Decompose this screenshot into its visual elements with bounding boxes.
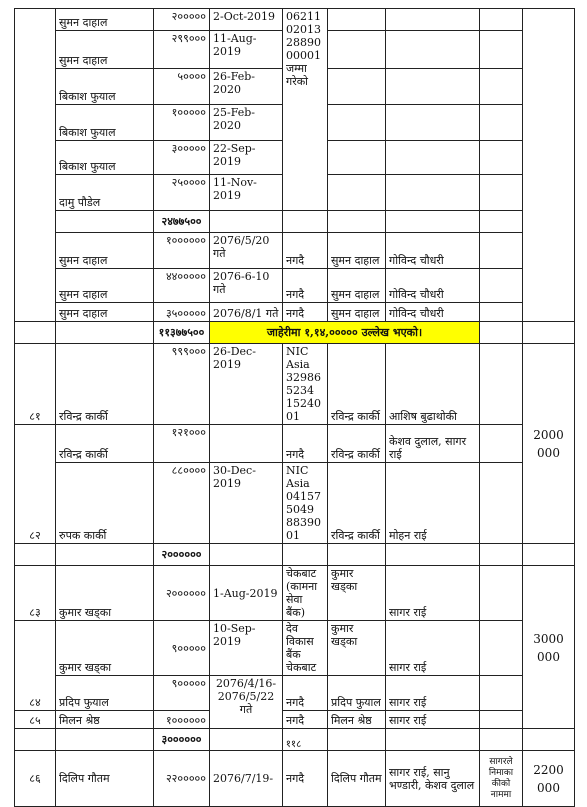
name-cell: सुमन दाहाल bbox=[56, 9, 154, 31]
subtotal-row bbox=[15, 211, 575, 233]
table-row bbox=[15, 425, 575, 463]
amount-cell: ३००००० bbox=[154, 141, 210, 175]
mode-cell: नगदै bbox=[283, 425, 328, 463]
date-cell: 11-Aug-2019 bbox=[210, 31, 283, 69]
serial-cell: ८३ bbox=[15, 566, 56, 621]
name-cell: रविन्द्र कार्की bbox=[56, 344, 154, 425]
amount-cell: १००००० bbox=[154, 105, 210, 141]
amount-cell: १२१००० bbox=[154, 425, 210, 463]
name-cell: दिलिप गौतम bbox=[56, 751, 154, 807]
depositor-cell: मिलन श्रेष्ठ bbox=[328, 711, 386, 729]
mode-cell: नगदै bbox=[283, 269, 328, 303]
account-cell: 06211 02013 28890 00001 जम्मा गरेको bbox=[283, 9, 328, 211]
table-row bbox=[15, 711, 575, 729]
date-cell: 30-Dec-2019 bbox=[210, 463, 283, 544]
subtotal-amount: २०००००० bbox=[154, 544, 210, 566]
group-total: 2000 000 bbox=[523, 425, 575, 463]
name-cell: बिकाश फुयाल bbox=[56, 141, 154, 175]
date-cell: 26-Dec-2019 bbox=[210, 344, 283, 425]
table-row bbox=[15, 344, 575, 425]
name-cell: दामु पौडेल bbox=[56, 175, 154, 211]
mode-cell: देव विकास बैंक चेकबाट bbox=[283, 621, 328, 676]
mode-cell: चेकबाट (कामना सेवा बैंक) bbox=[283, 566, 328, 621]
amount-cell: ९००००० bbox=[154, 621, 210, 676]
date-cell: 22-Sep-2019 bbox=[210, 141, 283, 175]
witness-cell: गोविन्द चौधरी bbox=[386, 233, 480, 269]
amount-cell: २२००००० bbox=[154, 751, 210, 807]
subtotal-amount: ११३७७५०० bbox=[154, 322, 210, 344]
depositor-cell: रविन्द्र कार्की bbox=[328, 425, 386, 463]
date-cell: 11-Nov-2019 bbox=[210, 175, 283, 211]
table-row bbox=[15, 233, 575, 269]
name-cell: सुमन दाहाल bbox=[56, 303, 154, 322]
serial-cell: ८४ bbox=[15, 676, 56, 711]
depositor-cell: कुमार खड्का bbox=[328, 621, 386, 676]
subtotal-row bbox=[15, 322, 575, 344]
witness-cell: सागर राई bbox=[386, 566, 480, 621]
witness-cell: केशव दुलाल, सागर राई bbox=[386, 425, 480, 463]
serial-cell: ८५ bbox=[15, 711, 56, 729]
date-cell: 1-Aug-2019 bbox=[210, 566, 283, 621]
date-cell: 2076/7/19- bbox=[210, 751, 283, 807]
mode-cell: नगदै bbox=[283, 711, 328, 729]
depositor-cell: सुमन दाहाल bbox=[328, 303, 386, 322]
table-row bbox=[15, 9, 575, 31]
witness-cell: सागर राई bbox=[386, 621, 480, 676]
remark-cell: सागरले निमाका कीको नाममा bbox=[480, 751, 523, 807]
depositor-cell: दिलिप गौतम bbox=[328, 751, 386, 807]
name-cell: सुमन दाहाल bbox=[56, 233, 154, 269]
table-row bbox=[15, 566, 575, 621]
table-row bbox=[15, 676, 575, 711]
name-cell: प्रदिप फुयाल bbox=[56, 676, 154, 711]
amount-cell: २०००००० bbox=[154, 566, 210, 621]
witness-cell: सागर राई bbox=[386, 676, 480, 711]
depositor-cell: कुमार खड्का bbox=[328, 566, 386, 621]
name-cell: मिलन श्रेष्ठ bbox=[56, 711, 154, 729]
highlight-note: जाहेरीमा १,१४,००००० उल्लेख भएको। bbox=[210, 322, 480, 344]
table-row bbox=[15, 269, 575, 303]
depositor-cell: रविन्द्र कार्की bbox=[328, 344, 386, 425]
witness-cell: गोविन्द चौधरी bbox=[386, 303, 480, 322]
serial-cell: ८२ bbox=[15, 463, 56, 544]
subtotal-amount: ३०००००० bbox=[154, 729, 210, 751]
amount-cell: १०००००० bbox=[154, 711, 210, 729]
amount-cell: २५०००० bbox=[154, 175, 210, 211]
serial-cell: ८१ bbox=[15, 344, 56, 425]
amount-cell: ३५००००० bbox=[154, 303, 210, 322]
witness-cell: सागर राई, सानु भण्डारी, केशव दुलाल bbox=[386, 751, 480, 807]
group-total: 3000 000 bbox=[523, 621, 575, 676]
date-cell: 25-Feb-2020 bbox=[210, 105, 283, 141]
amount-cell: ९९९००० bbox=[154, 344, 210, 425]
amount-cell: ८८०००० bbox=[154, 463, 210, 544]
amount-cell: ५०००० bbox=[154, 69, 210, 105]
name-cell: रविन्द्र कार्की bbox=[56, 425, 154, 463]
witness-cell: आशिष बुढाथोकी bbox=[386, 344, 480, 425]
account-cell: NIC Asia 041575049 8839001 bbox=[283, 463, 328, 544]
amount-cell: ९००००० bbox=[154, 676, 210, 711]
date-cell: 2-Oct-2019 bbox=[210, 9, 283, 31]
mode-cell: नगदै bbox=[283, 233, 328, 269]
amount-cell: ४४००००० bbox=[154, 269, 210, 303]
depositor-cell: सुमन दाहाल bbox=[328, 233, 386, 269]
depositor-cell: सुमन दाहाल bbox=[328, 269, 386, 303]
table-row bbox=[15, 621, 575, 676]
depositor-cell: रविन्द्र कार्की bbox=[328, 463, 386, 544]
mode-cell: नगदै bbox=[283, 303, 328, 322]
name-cell: कुमार खड्का bbox=[56, 566, 154, 621]
account-cell: NIC Asia 329865234 1524001 bbox=[283, 344, 328, 425]
depositor-cell: प्रदिप फुयाल bbox=[328, 676, 386, 711]
name-cell: बिकाश फुयाल bbox=[56, 105, 154, 141]
date-cell: 2076/4/16-2076/5/22 गते bbox=[210, 676, 283, 729]
group-total: 2200 000 bbox=[523, 751, 575, 807]
subtotal-amount: २४७७५०० bbox=[154, 211, 210, 233]
table-row bbox=[15, 463, 575, 544]
name-cell: सुमन दाहाल bbox=[56, 31, 154, 69]
name-cell: रुपक कार्की bbox=[56, 463, 154, 544]
serial-cell: ८६ bbox=[15, 751, 56, 807]
table-row bbox=[15, 751, 575, 807]
amount-cell: २९९००० bbox=[154, 31, 210, 69]
name-cell: सुमन दाहाल bbox=[56, 269, 154, 303]
date-cell: 10-Sep-2019 bbox=[210, 621, 283, 676]
subtotal-row bbox=[15, 544, 575, 566]
witness-cell: गोविन्द चौधरी bbox=[386, 269, 480, 303]
table-row bbox=[15, 303, 575, 322]
date-cell: 2076/5/20 गते bbox=[210, 233, 283, 269]
amount-cell: १०००००० bbox=[154, 233, 210, 269]
mode-cell: नगदै bbox=[283, 676, 328, 711]
witness-cell: सागर राई bbox=[386, 711, 480, 729]
date-cell: 26-Feb-2020 bbox=[210, 69, 283, 105]
witness-cell: मोहन राई bbox=[386, 463, 480, 544]
amount-cell: २००००० bbox=[154, 9, 210, 31]
serial-cell bbox=[15, 9, 56, 31]
mode-cell: नगदै bbox=[283, 751, 328, 807]
date-cell: 2076/8/1 गते bbox=[210, 303, 283, 322]
name-cell: कुमार खड्का bbox=[56, 621, 154, 676]
name-cell: बिकाश फुयाल bbox=[56, 69, 154, 105]
deposit-ledger-table bbox=[14, 8, 575, 807]
date-cell: 2076-6-10 गते bbox=[210, 269, 283, 303]
page-number: ११८ bbox=[285, 739, 302, 750]
